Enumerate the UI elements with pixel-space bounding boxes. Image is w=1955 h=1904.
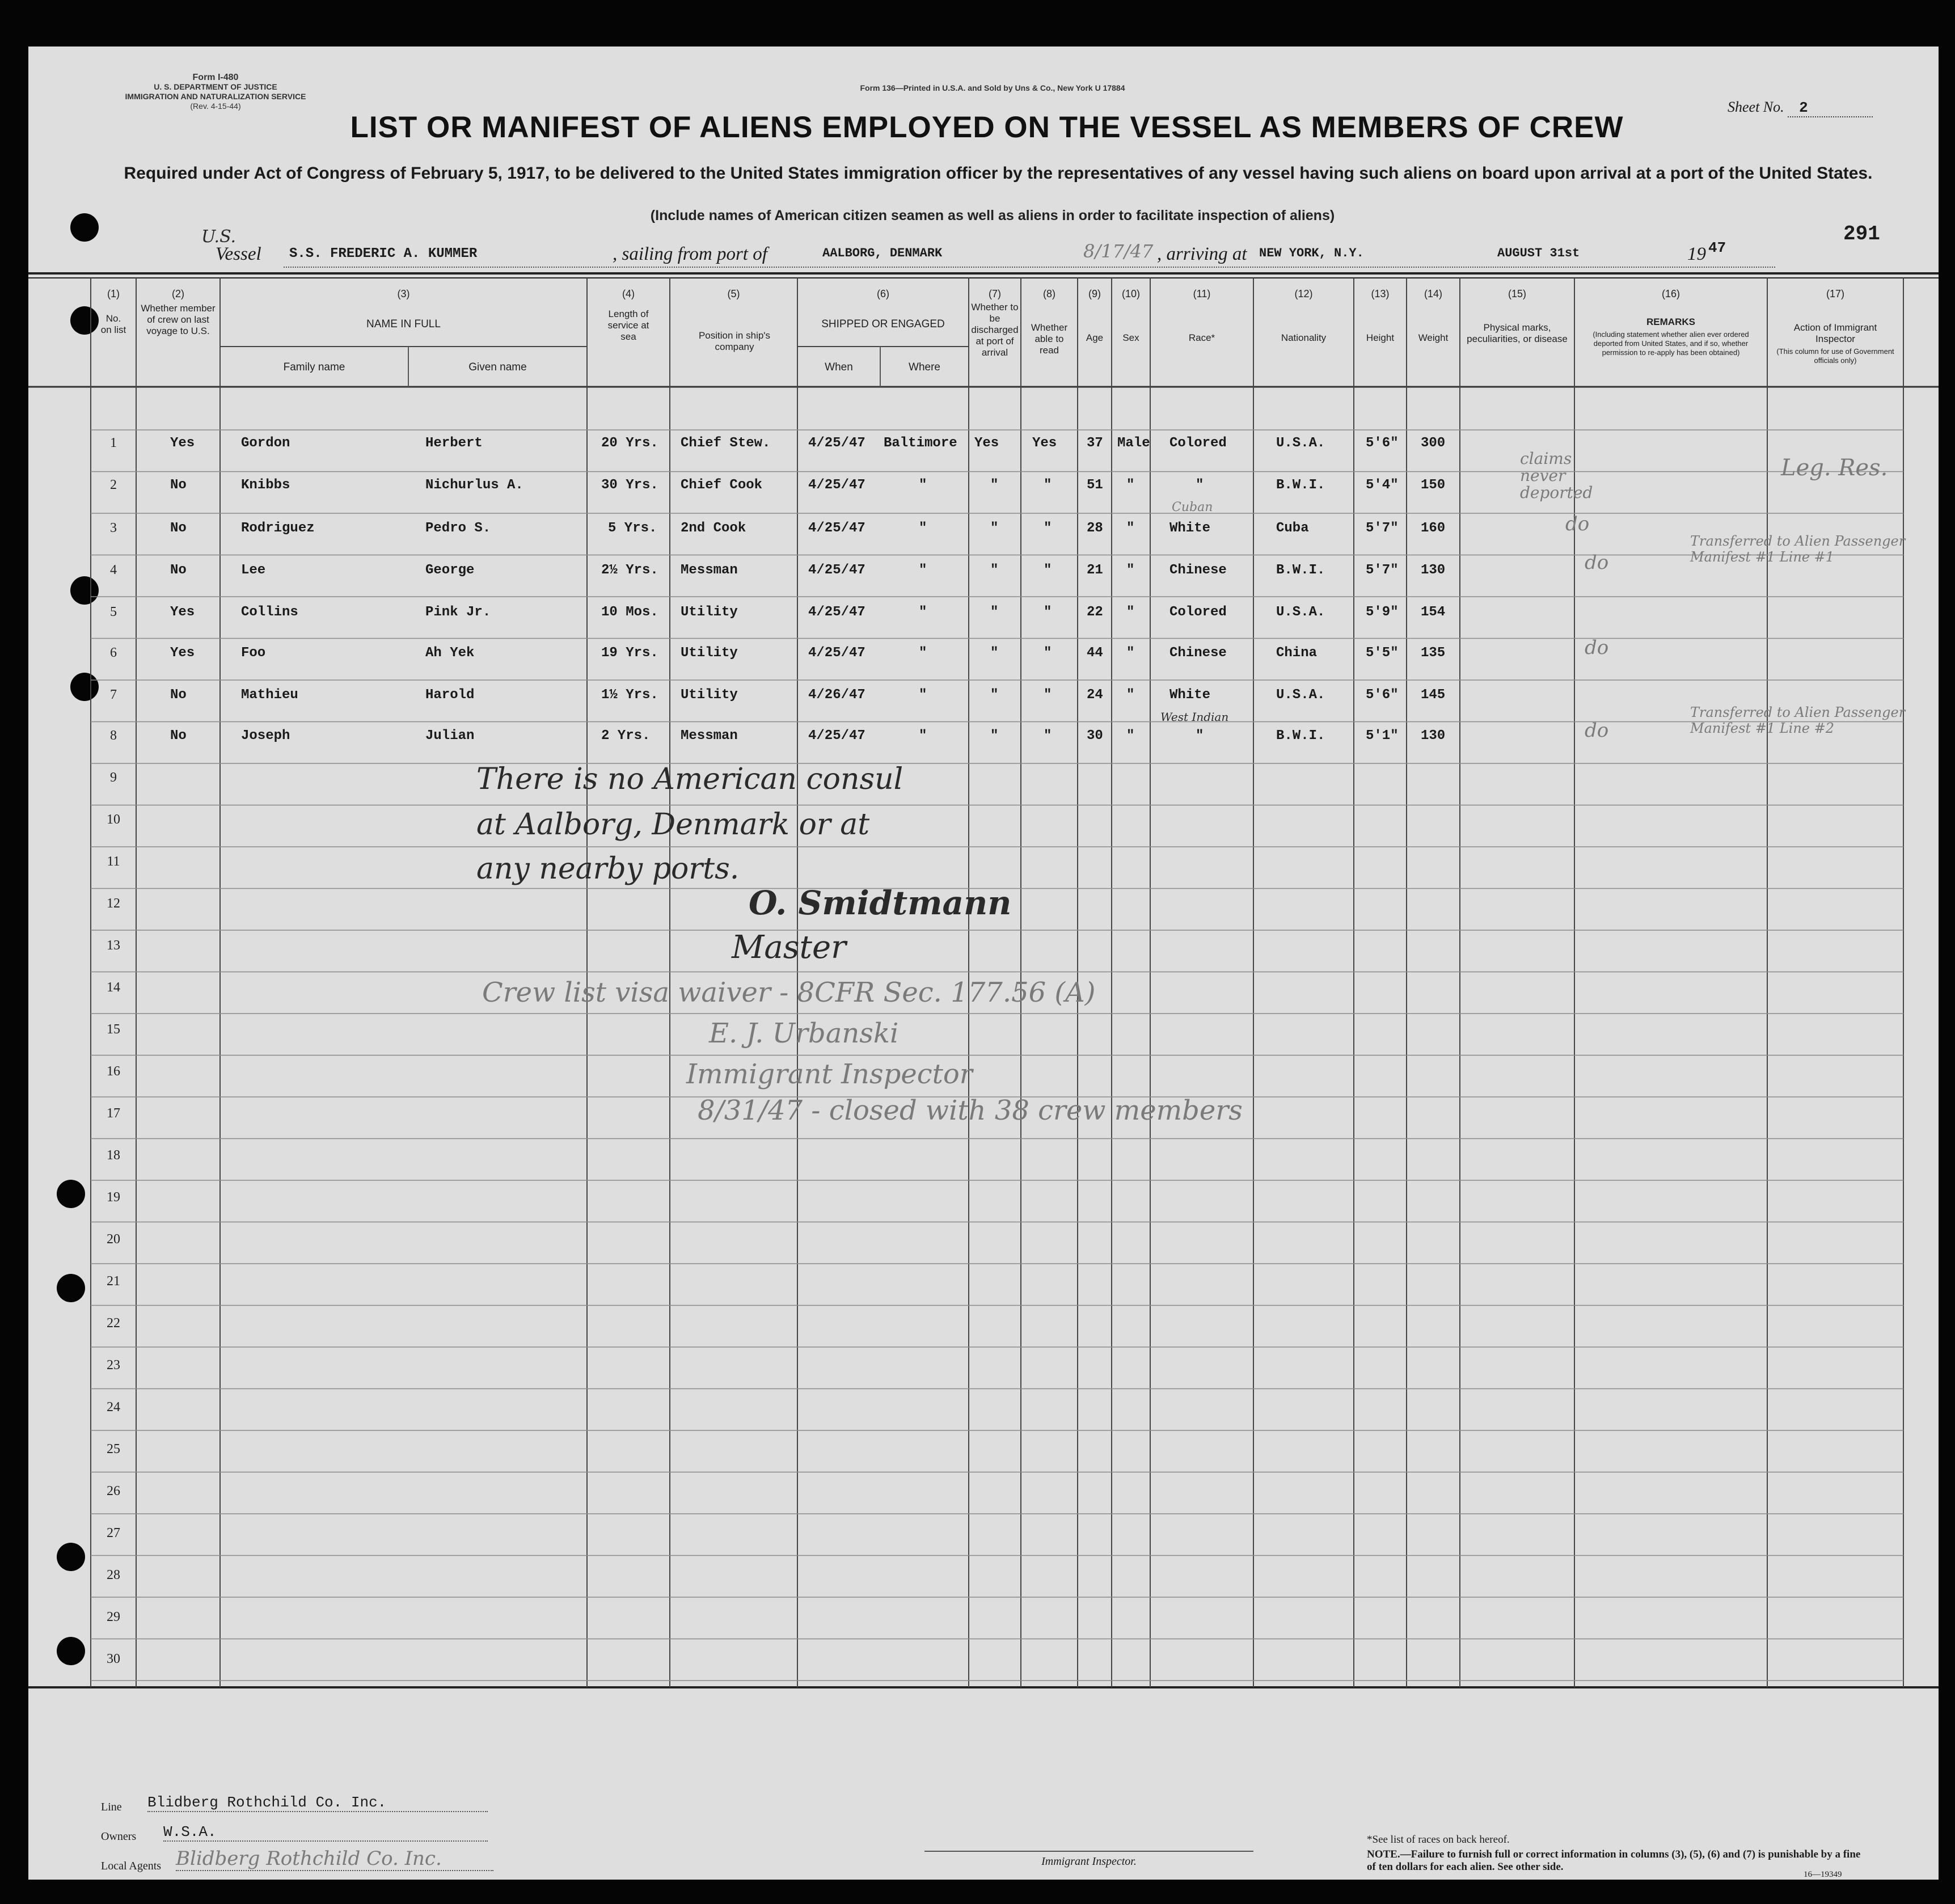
vessel-name: S.S. FREDERIC A. KUMMER [289,246,478,261]
row-number: 20 [107,1232,120,1247]
handwritten-race-west-indian: West Indian [1160,710,1229,724]
position: Messman [681,563,738,578]
col-6-label: SHIPPED OR ENGAGED [821,318,945,330]
service-length: 30 Yrs. [601,478,658,493]
row-number: 23 [107,1358,120,1373]
age: 30 [1087,728,1103,744]
inspector-line-label: Immigrant Inspector. [1041,1855,1137,1868]
race: White [1169,687,1211,703]
arriving-label: , arriving at [1157,244,1247,264]
master-signature: O. Smidtmann [749,884,1012,922]
family-name: Joseph [241,728,290,744]
col-3-label: NAME IN FULL [366,318,441,330]
family-name: Mathieu [241,687,298,703]
line-value: Blidberg Rothchild Co. Inc. [147,1794,488,1812]
height: 5'1" [1366,728,1399,744]
weight: 135 [1421,645,1446,661]
race: " [1196,728,1204,744]
family-name: Collins [241,605,298,620]
engaged-when: 4/25/47 [808,563,865,578]
col-7-num: (7) [989,288,1001,299]
able-to-read: " [1044,687,1052,703]
family-name: Gordon [241,436,290,451]
discharged: " [990,563,999,578]
col-10-num: (10) [1121,288,1140,299]
col-2-label: Whether member of crew on last voyage to U.S. [141,303,216,336]
height: 5'5" [1366,645,1399,661]
row-number: 24 [107,1400,120,1415]
handwritten-ditto: do [1585,719,1609,742]
engaged-when: 4/25/47 [808,605,865,620]
age: 44 [1087,645,1103,661]
col-17-label: Action of Immigrant Inspector [1793,322,1877,344]
col-14-num: (14) [1424,288,1442,299]
col-1-num: (1) [107,288,120,299]
handwritten-consul-note: There is no American consul [476,762,903,796]
able-to-read: Yes [1032,436,1057,451]
race: Colored [1169,605,1227,620]
row-number: 26 [107,1484,120,1498]
able-to-read: " [1044,478,1052,493]
discharged: " [990,645,999,661]
family-name: Knibbs [241,478,290,493]
revision: (Rev. 4-15-44) [190,102,241,111]
sailing-label: , sailing from port of [613,244,767,264]
row-number: 12 [107,896,120,911]
handwritten-transfer-note: Transferred to Alien Passenger Manifest #1 Line #1 [1690,533,1906,565]
department: U. S. DEPARTMENT OF JUSTICE [154,82,277,91]
engaged-where: Baltimore [884,436,957,451]
race: Chinese [1169,645,1227,661]
legal-subtitle: Required under Act of Congress of February 5, 1917, to be delivered to the United States immigration officer by the representatives of any vessel having such aliens on board upon arrival at a port of the United States. [124,164,1873,183]
sex: Male [1117,436,1150,451]
col-3-num: (3) [397,288,410,299]
sex: " [1126,728,1135,744]
row-number: 8 [110,728,117,743]
row-number: 21 [107,1274,120,1289]
engaged-where: " [919,687,927,703]
crew-last-voyage: No [170,521,187,536]
handwritten-race-cuban: Cuban [1172,500,1213,514]
us-note: U.S. [201,227,237,247]
col-15-num: (15) [1508,288,1526,299]
given-name: Pedro S. [425,521,491,536]
handwritten-ditto: do [1585,551,1609,574]
crew-last-voyage: Yes [170,645,195,661]
row-number: 14 [107,980,120,995]
row-number: 18 [107,1148,120,1163]
discharged: " [990,687,999,703]
row-number: 10 [107,812,120,827]
row-number: 5 [110,605,117,619]
manifest-sheet [28,47,1939,1880]
inspector-title: Immigrant Inspector [686,1058,973,1090]
given-name: Julian [425,728,475,744]
weight: 154 [1421,605,1446,620]
service-length: 2 Yrs. [601,728,651,744]
crew-last-voyage: No [170,687,187,703]
col-15-label: Physical marks, peculiarities, or disease [1467,322,1568,344]
nationality: U.S.A. [1276,687,1325,703]
col-4-num: (4) [622,288,635,299]
engaged-when: 4/25/47 [808,478,865,493]
weight: 145 [1421,687,1446,703]
able-to-read: " [1044,605,1052,620]
position: Utility [681,605,738,620]
col-5-num: (5) [727,288,740,299]
master-title: Master [732,929,846,966]
col-11-label: Race* [1188,332,1215,343]
position: Chief Cook [681,478,763,493]
given-name: Pink Jr. [425,605,491,620]
nationality: Cuba [1276,521,1309,536]
engaged-where: " [919,605,927,620]
sex: " [1126,605,1135,620]
col-6-where-label: Where [909,361,940,373]
height: 5'6" [1366,436,1399,451]
service-length: 1½ Yrs. [601,687,658,703]
engaged-where: " [919,521,927,536]
family-name: Lee [241,563,266,578]
col-13-label: Height [1366,332,1395,343]
family-name: Foo [241,645,266,661]
able-to-read: " [1044,728,1052,744]
col-16-sublabel: (Including statement whether alien ever ordered deported from United States, and if so, whether permission to re-apply has been obtained) [1593,330,1749,357]
age: 21 [1087,563,1103,578]
nationality: B.W.I. [1276,478,1325,493]
col-1-label: No. on list [100,313,126,335]
stamp-number: 291 [1843,222,1880,246]
col-5-label: Position in ship's company [698,330,771,352]
row-number: 19 [107,1190,120,1205]
race: Colored [1169,436,1227,451]
agents-value: Blidberg Rothchild Co. Inc. [176,1847,493,1871]
row-number: 3 [110,521,117,535]
engaged-when: 4/25/47 [808,645,865,661]
form-code: 16—19349 [1804,1870,1842,1879]
weight: 130 [1421,563,1446,578]
col-9-num: (9) [1088,288,1101,299]
age: 22 [1087,605,1103,620]
handwritten-consul-note: any nearby ports. [476,852,740,886]
col-9-label: Age [1086,332,1104,343]
footer-block [28,1687,1939,1880]
age: 37 [1087,436,1103,451]
race: " [1196,478,1204,493]
sex: " [1126,687,1135,703]
sex: " [1126,645,1135,661]
handwritten-ditto: do [1585,636,1609,659]
given-name: Nichurlus A. [425,478,523,493]
handwritten-consul-note: at Aalborg, Denmark or at [476,808,870,842]
nationality: China [1276,645,1318,661]
sex: " [1126,521,1135,536]
crew-last-voyage: No [170,478,187,493]
row-number: 29 [107,1610,120,1624]
col-8-label: Whether able to read [1031,322,1068,356]
position: Utility [681,645,738,661]
race-note: *See list of races on back hereof. [1367,1834,1510,1846]
height: 5'7" [1366,521,1399,536]
crew-last-voyage: No [170,563,187,578]
age: 51 [1087,478,1103,493]
sex: " [1126,563,1135,578]
race: White [1169,521,1211,536]
weight: 300 [1421,436,1446,451]
row-number: 9 [110,770,117,785]
row-number: 6 [110,645,117,660]
row-number: 13 [107,938,120,953]
position: 2nd Cook [681,521,746,536]
service-name: IMMIGRATION AND NATURALIZATION SERVICE [125,92,306,101]
engaged-when: 4/25/47 [808,436,865,451]
col-17-sublabel: (This column for use of Government officials only) [1776,347,1894,365]
row-number: 7 [110,687,117,702]
line-label: Line [101,1801,122,1813]
row-number: 1 [110,436,117,450]
printer-line: Form 136—Printed in U.S.A. and Sold by Uns & Co., New York U 17884 [860,83,1125,92]
engaged-where: " [919,563,927,578]
weight: 130 [1421,728,1446,744]
nationality: U.S.A. [1276,605,1325,620]
col-11-num: (11) [1193,288,1211,299]
sailing-date: 8/17/47 [1083,240,1154,262]
row-number: 11 [107,854,120,869]
vessel-label: Vessel [216,244,261,264]
weight: 150 [1421,478,1446,493]
crew-last-voyage: Yes [170,436,195,451]
row-number: 27 [107,1526,120,1540]
service-length: 19 Yrs. [601,645,658,661]
position: Messman [681,728,738,744]
discharged: " [990,478,999,493]
row-number: 2 [110,478,117,492]
row-number: 22 [107,1316,120,1331]
col-2-num: (2) [172,288,184,299]
row-number: 28 [107,1568,120,1582]
service-length: 20 Yrs. [601,436,658,451]
given-name: George [425,563,475,578]
col-17-num: (17) [1826,288,1844,299]
penalty-note: NOTE.—Failure to furnish full or correct information in columns (3), (5), (6) and (7) is punishable by a fine of ten dollars for each alien. See other side. [1367,1848,1861,1873]
col-7-label: Whether to be discharged at port of arrival [971,302,1019,358]
col-12-num: (12) [1294,288,1313,299]
col-4-label: Length of service at sea [607,309,649,342]
handwritten-ditto: do [1565,513,1590,535]
row-number: 25 [107,1442,120,1457]
col-13-num: (13) [1371,288,1390,299]
visa-waiver-note: Crew list visa waiver - 8CFR Sec. 177.56 (A) [482,977,1096,1008]
able-to-read: " [1044,521,1052,536]
engaged-when: 4/25/47 [808,521,865,536]
form-number: Form I-480 [192,73,239,82]
position: Utility [681,687,738,703]
col-6-num: (6) [877,288,889,299]
position: Chief Stew. [681,436,771,451]
col-16-num: (16) [1661,288,1680,299]
col-10-label: Sex [1122,332,1139,343]
arrival-port: NEW YORK, N.Y. [1259,246,1364,260]
closing-note: 8/31/47 - closed with 38 crew members [698,1095,1243,1126]
age: 24 [1087,687,1103,703]
owners-value: W.S.A. [163,1823,488,1842]
agents-label: Local Agents [101,1860,162,1872]
height: 5'9" [1366,605,1399,620]
able-to-read: " [1044,645,1052,661]
col-14-label: Weight [1418,332,1449,343]
inspector-signature-line [924,1851,1253,1852]
height: 5'4" [1366,478,1399,493]
height: 5'6" [1366,687,1399,703]
col-16-label: REMARKS [1646,316,1695,327]
sailing-port: AALBORG, DENMARK [822,246,943,260]
engaged-when: 4/25/47 [808,728,865,744]
handwritten-transfer-note: Transferred to Alien Passenger Manifest #1 Line #2 [1690,704,1906,736]
year-suffix: 47 [1708,239,1726,256]
service-length: 10 Mos. [601,605,658,620]
crew-last-voyage: No [170,728,187,744]
nationality: B.W.I. [1276,728,1325,744]
inspector-signature: E. J. Urbanski [709,1018,899,1049]
arrival-date: AUGUST 31st [1497,246,1580,260]
nationality: B.W.I. [1276,563,1325,578]
family-name: Rodriguez [241,521,315,536]
engaged-when: 4/26/47 [808,687,865,703]
row-number: 15 [107,1022,120,1037]
discharged: Yes [974,436,999,451]
given-name: Ah Yek [425,645,475,661]
col-3-family-label: Family name [283,361,345,373]
col-12-label: Nationality [1281,332,1327,343]
row-number: 16 [107,1064,120,1079]
height: 5'7" [1366,563,1399,578]
service-length: 5 Yrs. [608,521,657,536]
weight: 160 [1421,521,1446,536]
row-number: 4 [110,563,117,577]
discharged: " [990,728,999,744]
handwritten-action-legal-res: Leg. Res. [1781,455,1888,481]
sheet-number: 2 [1788,99,1873,117]
engaged-where: " [919,478,927,493]
instruction-line: (Include names of American citizen seamen as well as aliens in order to facilitate inspection of aliens) [650,208,1335,223]
given-name: Harold [425,687,475,703]
given-name: Herbert [425,436,483,451]
discharged: " [990,521,999,536]
handwritten-remark-deported: claims never deported [1520,449,1593,502]
col-8-num: (8) [1043,288,1055,299]
service-length: 2½ Yrs. [601,563,658,578]
sex: " [1126,478,1135,493]
race: Chinese [1169,563,1227,578]
crew-last-voyage: Yes [170,605,195,620]
able-to-read: " [1044,563,1052,578]
row-number: 30 [107,1652,120,1666]
owners-label: Owners [101,1830,137,1843]
col-6-when-label: When [825,361,853,373]
row-number: 17 [107,1106,120,1121]
year-prefix: 19 [1687,244,1706,264]
engaged-where: " [919,645,927,661]
discharged: " [990,605,999,620]
sheet-label: Sheet No. [1728,99,1784,115]
col-3-given-label: Given name [468,361,527,373]
age: 28 [1087,521,1103,536]
nationality: U.S.A. [1276,436,1325,451]
engaged-where: " [919,728,927,744]
page-title: LIST OR MANIFEST OF ALIENS EMPLOYED ON THE VESSEL AS MEMBERS OF CREW [350,111,1624,144]
